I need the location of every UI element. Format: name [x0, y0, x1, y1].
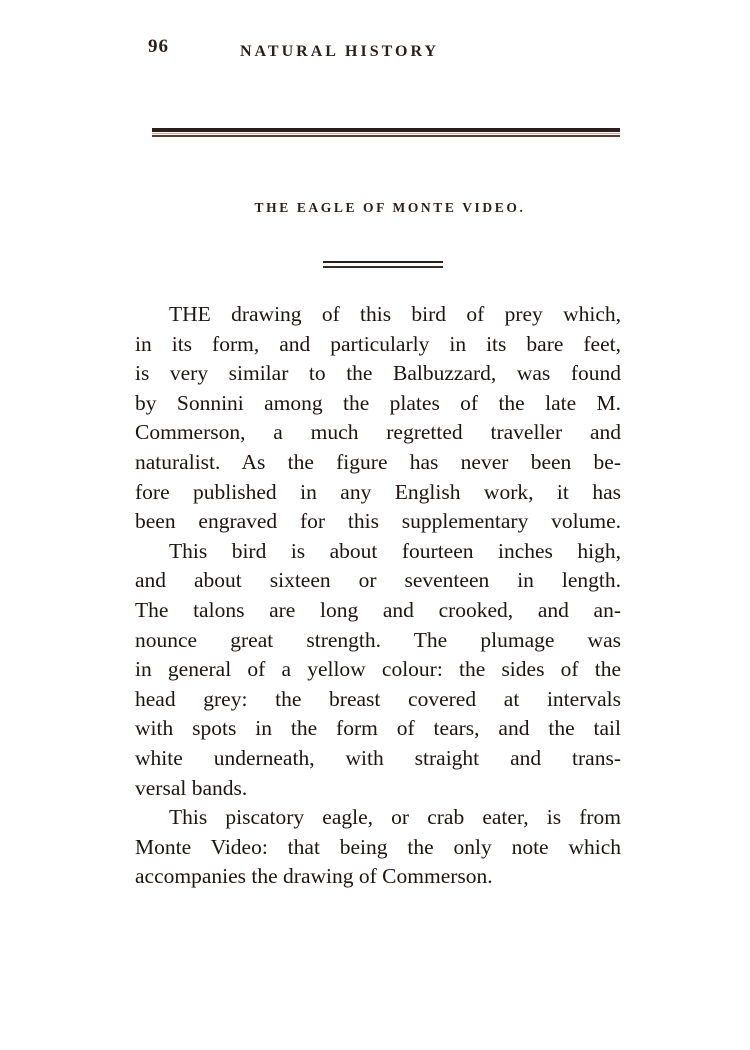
running-head: NATURAL HISTORY [240, 43, 439, 60]
header-rule [152, 128, 620, 137]
title-rule [323, 261, 443, 268]
paragraph-2 [135, 537, 621, 803]
text-line: with spots in the form of tears, and the tail [135, 716, 621, 741]
text-line: This piscatory eagle, or crab eater, is from [169, 805, 621, 830]
text-line: accompanies the drawing of Commerson. [135, 864, 493, 889]
text-line: head grey: the breast covered at intervals [135, 686, 621, 711]
text-line: by Sonnini among the plates of the late M. [135, 390, 621, 415]
text-line: been engraved for this supplementary volume. [135, 509, 621, 534]
text-line: and about sixteen or seventeen in length. [135, 568, 621, 593]
text-line: Commerson, a much regretted traveller and [135, 420, 621, 445]
text-line: THE drawing of this bird of prey which, [169, 302, 621, 326]
paragraph-3 [135, 803, 621, 892]
text-line: naturalist. As the figure has never been be- [135, 449, 621, 474]
text-line: fore published in any English work, it has [135, 479, 621, 504]
text-line: nounce great strength. The plumage was [135, 627, 621, 652]
text-line: The talons are long and crooked, and an- [135, 597, 621, 622]
text-line: white underneath, with straight and trans- [135, 745, 621, 770]
text-line: This bird is about fourteen inches high, [169, 538, 621, 563]
text-line: Monte Video: that being the only note which [135, 834, 621, 859]
text-line: in general of a yellow colour: the sides of the [135, 657, 621, 682]
text-line: in its form, and particularly in its bare feet, [135, 331, 621, 356]
paragraph-1 [135, 300, 621, 537]
section-title: THE EAGLE OF MONTE VIDEO. [254, 200, 526, 215]
body-text [135, 300, 621, 892]
text-line: is very similar to the Balbuzzard, was found [135, 361, 621, 386]
text-line: versal bands. [135, 775, 248, 800]
page-number: 96 [148, 36, 169, 57]
